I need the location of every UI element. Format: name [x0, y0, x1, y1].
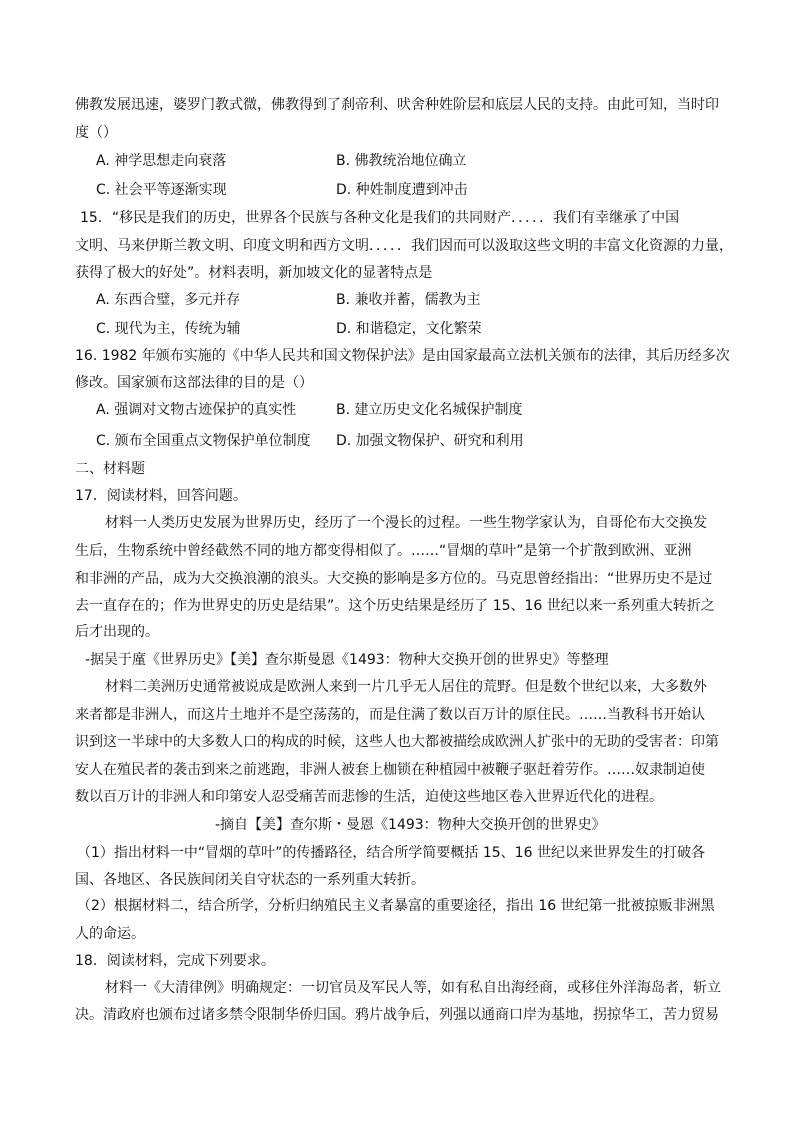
- q16-stem-line-1: 16. 1982 年颁布实施的《中华人民共和国文物保护法》是由国家最高立法机关颁布的法律，其后历经多次: [75, 348, 730, 364]
- q17-material1-line-3: 和非洲的产品，成为大交换浪潮的浪头。大交换的影响是多方位的。马克思曾经指出：“世界历史不是过: [75, 571, 713, 587]
- q17-source-1: -据吴于廑《世界历史》【美】查尔斯曼恩《1493：物种大交换开创的世界史》等整理: [85, 652, 609, 668]
- q17-question-1-line-2: 国、各地区、各民族间闭关自守状态的一系列重大转折。: [75, 872, 425, 888]
- q18-material1-line-2: 决。清政府也颁布过诸多禁令限制华侨归国。鸦片战争后，列强以通商口岸为基地，拐掠华工，苦力贸易: [75, 1007, 719, 1023]
- q16-option-d[interactable]: D. 加强文物保护、研究和利用: [336, 433, 524, 449]
- q15-option-b[interactable]: B. 兼收并蓄，儒教为主: [336, 292, 481, 308]
- q16-option-a[interactable]: A. 强调对文物古迹保护的真实性: [96, 402, 297, 418]
- q17-material2-line-1: 材料二美洲历史通常被说成是欧洲人来到一片几乎无人居住的荒野。但是数个世纪以来，大多数外: [105, 679, 707, 695]
- q17-material1-line-4: 去一直存在的；作为世界史的历史是结果”。这个历史结果是经历了 15、16 世纪以来一系列重大转折之: [75, 598, 715, 614]
- q17-material1-line-1: 材料一人类历史发展为世界历史，经历了一个漫长的过程。一些生物学家认为，自哥伦布大交换发: [105, 515, 707, 531]
- q14-option-a[interactable]: A. 神学思想走向衰落: [96, 153, 227, 169]
- q17-material1-line-2: 生后，生物系统中曾经截然不同的地方都变得相似了。……“冒烟的草叶”是第一个扩散到欧洲、亚洲: [75, 543, 692, 559]
- q15-stem-line-3: 获得了极大的好处”。材料表明，新加坡文化的显著特点是: [75, 265, 433, 281]
- q17-head: 17．阅读材料，回答问题。: [75, 488, 247, 504]
- q15-stem-line-2: 文明、马来伊斯兰教文明、印度文明和西方文明．．．．．我们因而可以汲取这些文明的丰富文化资源的力量，: [75, 238, 733, 254]
- q17-material2-line-4: 安人在殖民者的袭击到来之前逃跑，非洲人被套上枷锁在种植园中被鞭子驱赶着劳作。……奴隶制迫使: [75, 762, 705, 778]
- q14-stem-line-1: 佛教发展迅速，婆罗门教式微，佛教得到了刹帝利、吠舍种姓阶层和底层人民的支持。由此可知，当时印: [75, 97, 719, 113]
- q17-question-2-line-1: （2）根据材料二，结合所学，分析归纳殖民主义者暴富的重要途径，指出 16 世纪第一批被掠贩非洲黑: [77, 898, 715, 914]
- q16-option-c[interactable]: C. 颁布全国重点文物保护单位制度: [96, 433, 311, 449]
- q14-option-c[interactable]: C. 社会平等逐渐实现: [96, 182, 227, 198]
- q17-material1-line-5: 后才出现的。: [75, 624, 159, 640]
- q17-source-2: -摘自【美】查尔斯・曼恩《1493：物种大交换开创的世界史》: [215, 817, 606, 833]
- q17-question-1-line-1: （1）指出材料一中“冒烟的草叶”的传播路径，结合所学简要概括 15、16 世纪以来世界发生的打破各: [77, 845, 705, 861]
- q16-stem-line-2: 修改。国家颁布这部法律的目的是（）: [75, 375, 313, 391]
- q18-head: 18．阅读材料，完成下列要求。: [75, 953, 275, 969]
- q14-stem-line-2: 度（）: [75, 125, 117, 141]
- q17-material2-line-3: 识到这一半球中的大多数人口的构成的时候，这些人也大都被描绘成欧洲人扩张中的无助的受害者：印第: [75, 734, 719, 750]
- q17-material2-line-2: 来者都是非洲人，而这片土地并不是空荡荡的，而是住满了数以百万计的原住民。……当教科书开始认: [75, 707, 705, 723]
- q17-material2-line-5: 数以百万计的非洲人和印第安人忍受痛苦而悲惨的生活，迫使这些地区卷入世界近代化的进程。: [75, 789, 663, 805]
- q15-option-c[interactable]: C. 现代为主，传统为辅: [96, 321, 241, 337]
- q15-option-a[interactable]: A. 东西合璧，多元并存: [96, 292, 241, 308]
- q16-option-b[interactable]: B. 建立历史文化名城保护制度: [336, 402, 523, 418]
- q14-option-d[interactable]: D. 种姓制度遭到冲击: [336, 182, 468, 198]
- q14-option-b[interactable]: B. 佛教统治地位确立: [336, 153, 467, 169]
- q17-question-2-line-2: 人的命运。: [75, 926, 145, 942]
- q15-option-d[interactable]: D. 和谐稳定，文化繁荣: [336, 321, 482, 337]
- section-heading: 二、材料题: [75, 461, 145, 477]
- q18-material1-line-1: 材料一《大清律例》明确规定：一切官员及军民人等，如有私自出海经商，或移住外洋海岛者，斩立: [105, 980, 721, 996]
- q15-stem-line-1: 15．“移民是我们的历史，世界各个民族与各种文化是我们的共同财产．．．．．我们有幸继承了中国: [80, 210, 680, 226]
